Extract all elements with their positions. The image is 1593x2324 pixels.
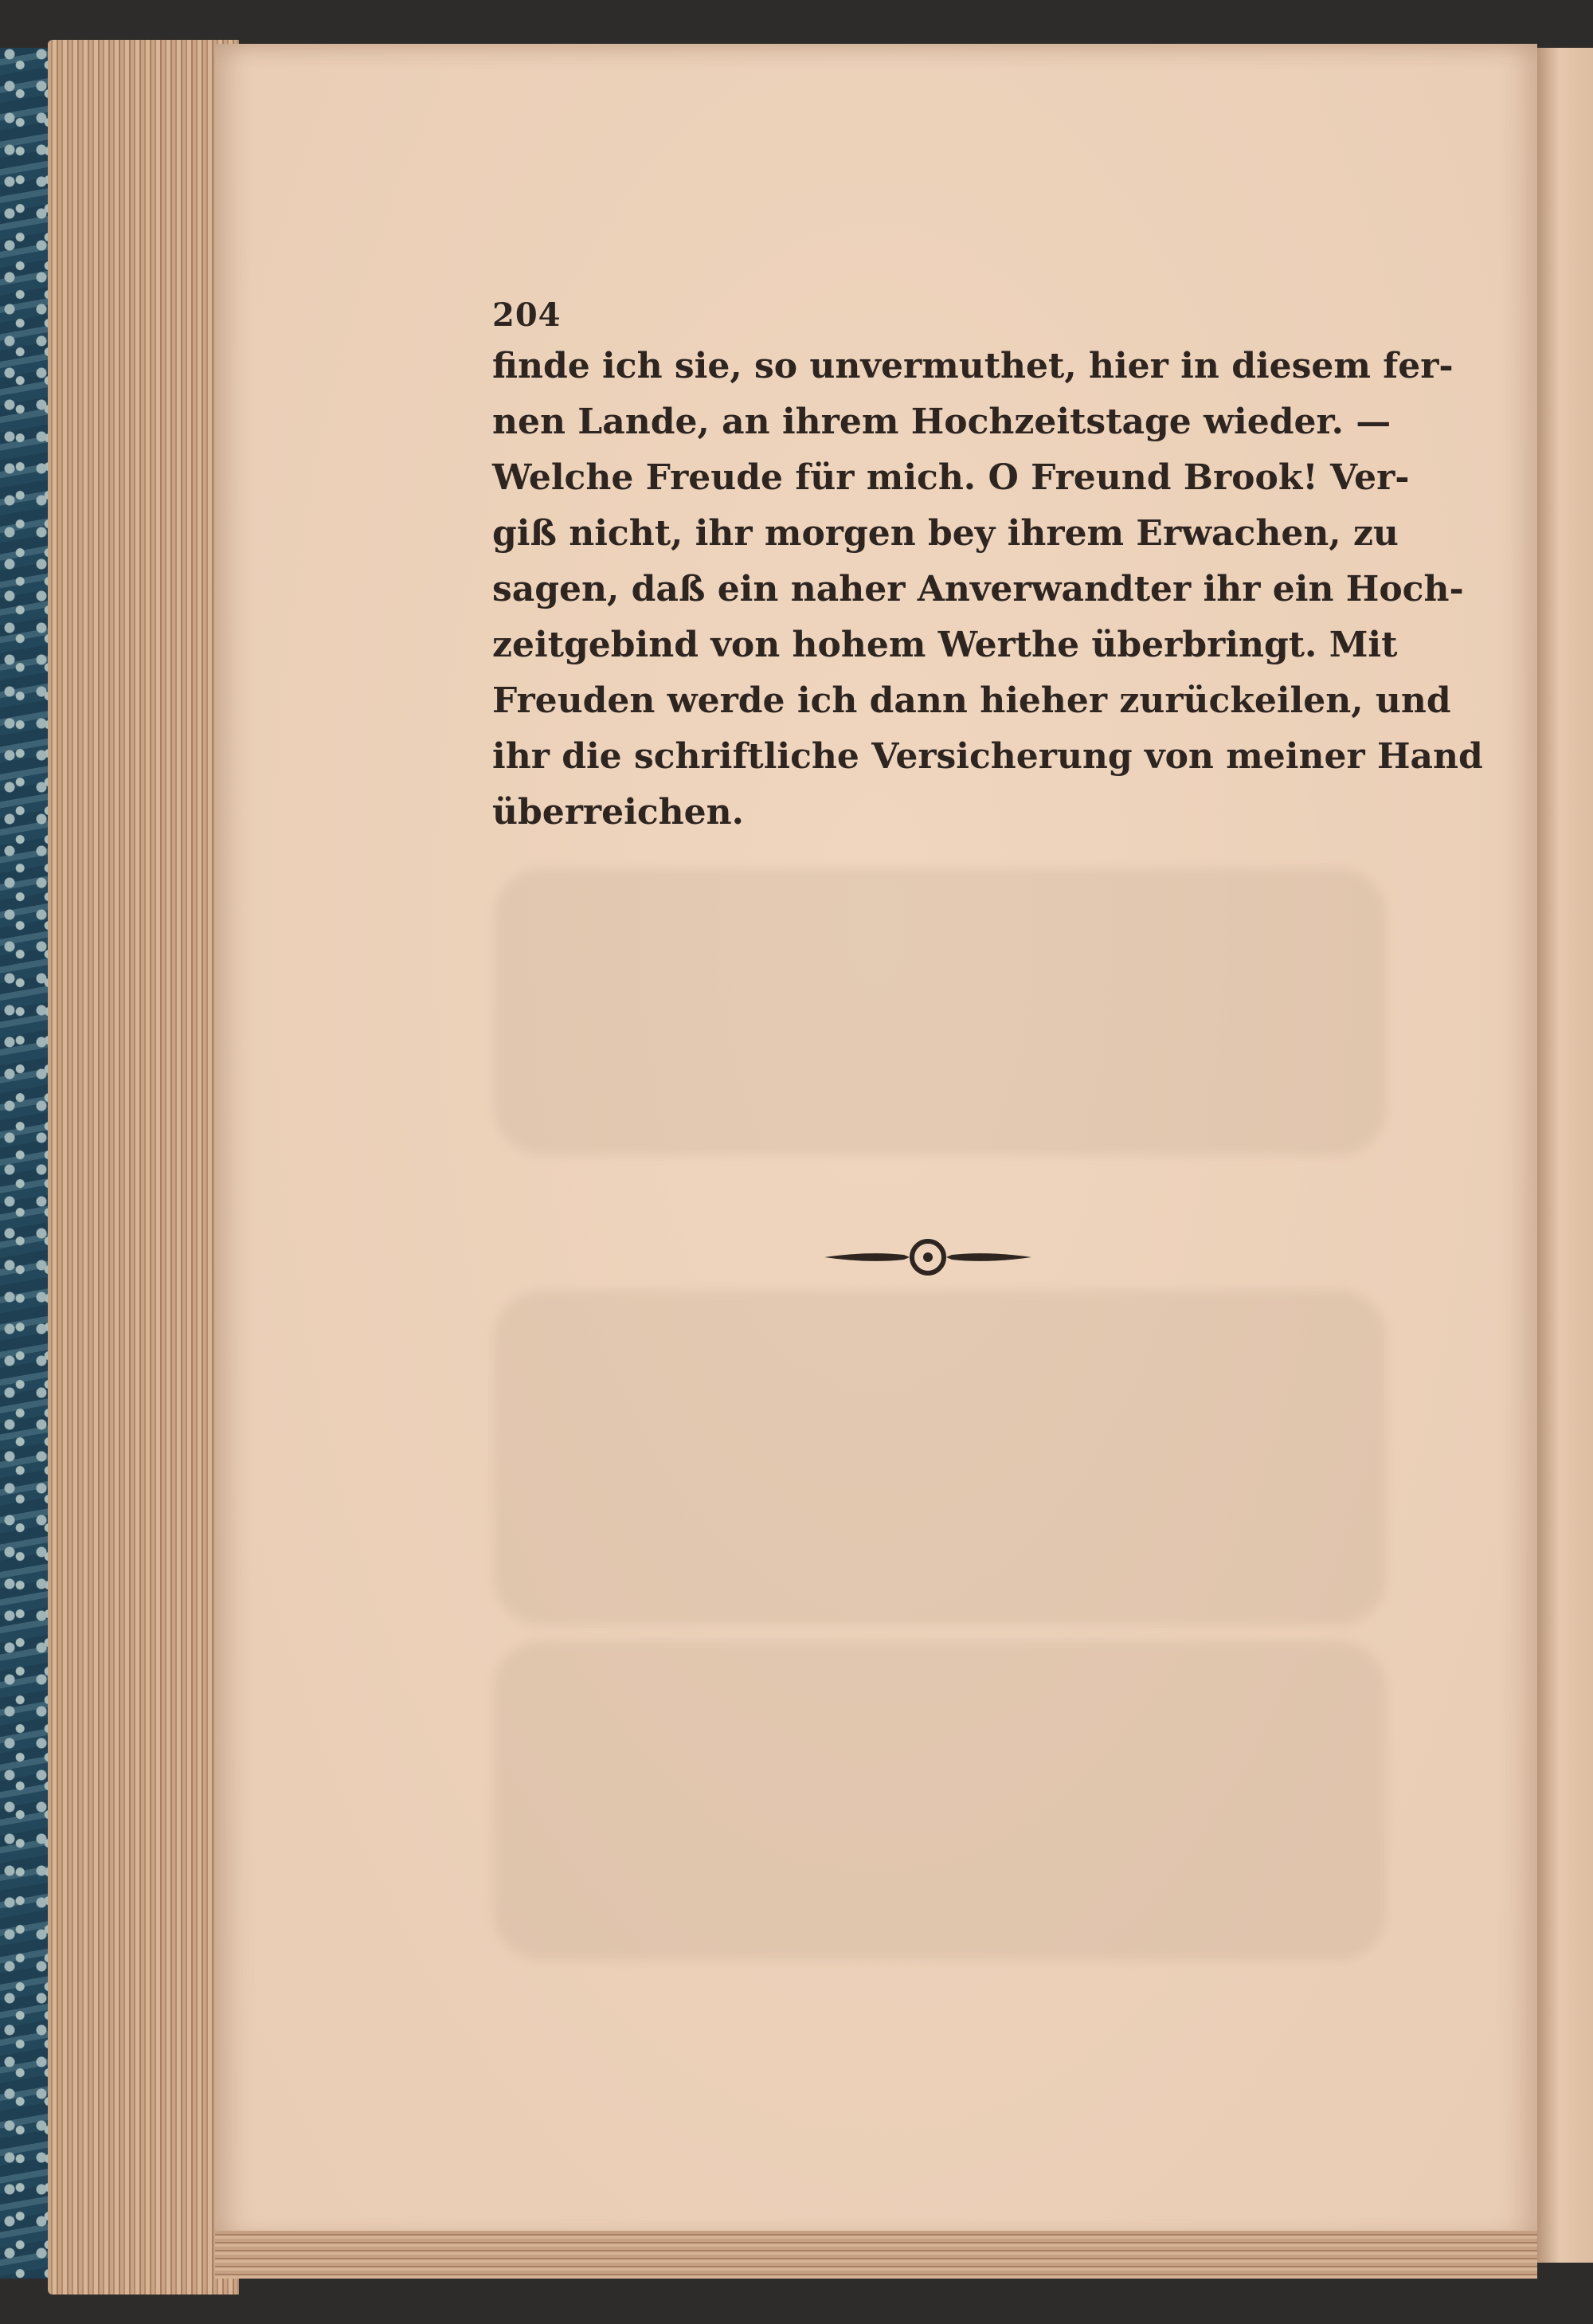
- text-line: giß nicht, ihr morgen bey ihrem Erwachen, zu: [492, 513, 1399, 554]
- text-line: überreichen.: [492, 792, 744, 833]
- text-line: Freuden werde ich dann hieher zurückeilen, und: [492, 680, 1451, 721]
- text-line: finde ich sie, so unvermuthet, hier in diesem fer-: [492, 346, 1454, 386]
- text-line: zeitgebind von hohem Werthe überbringt. Mit: [492, 625, 1398, 665]
- page-edges: [48, 40, 239, 2295]
- ornament-icon: [820, 1233, 1035, 1281]
- bleed-through-shadow: [494, 1641, 1386, 1960]
- page-text: [492, 296, 1483, 841]
- facing-page: [1537, 48, 1593, 2263]
- page-number: 204: [492, 296, 562, 334]
- text-line: Welche Freude für mich. O Freund Brook! Ver-: [492, 457, 1410, 498]
- page-bottom-edge: [215, 2231, 1537, 2279]
- text-line: sagen, daß ein naher Anverwandter ihr ein Hoch-: [492, 569, 1464, 609]
- text-line: ihr die schriftliche Versicherung von meiner Hand: [492, 736, 1483, 777]
- text-line: nen Lande, an ihrem Hochzeitstage wieder. —: [492, 402, 1391, 442]
- bleed-through-shadow: [494, 868, 1386, 1155]
- bleed-through-shadow: [494, 1291, 1386, 1625]
